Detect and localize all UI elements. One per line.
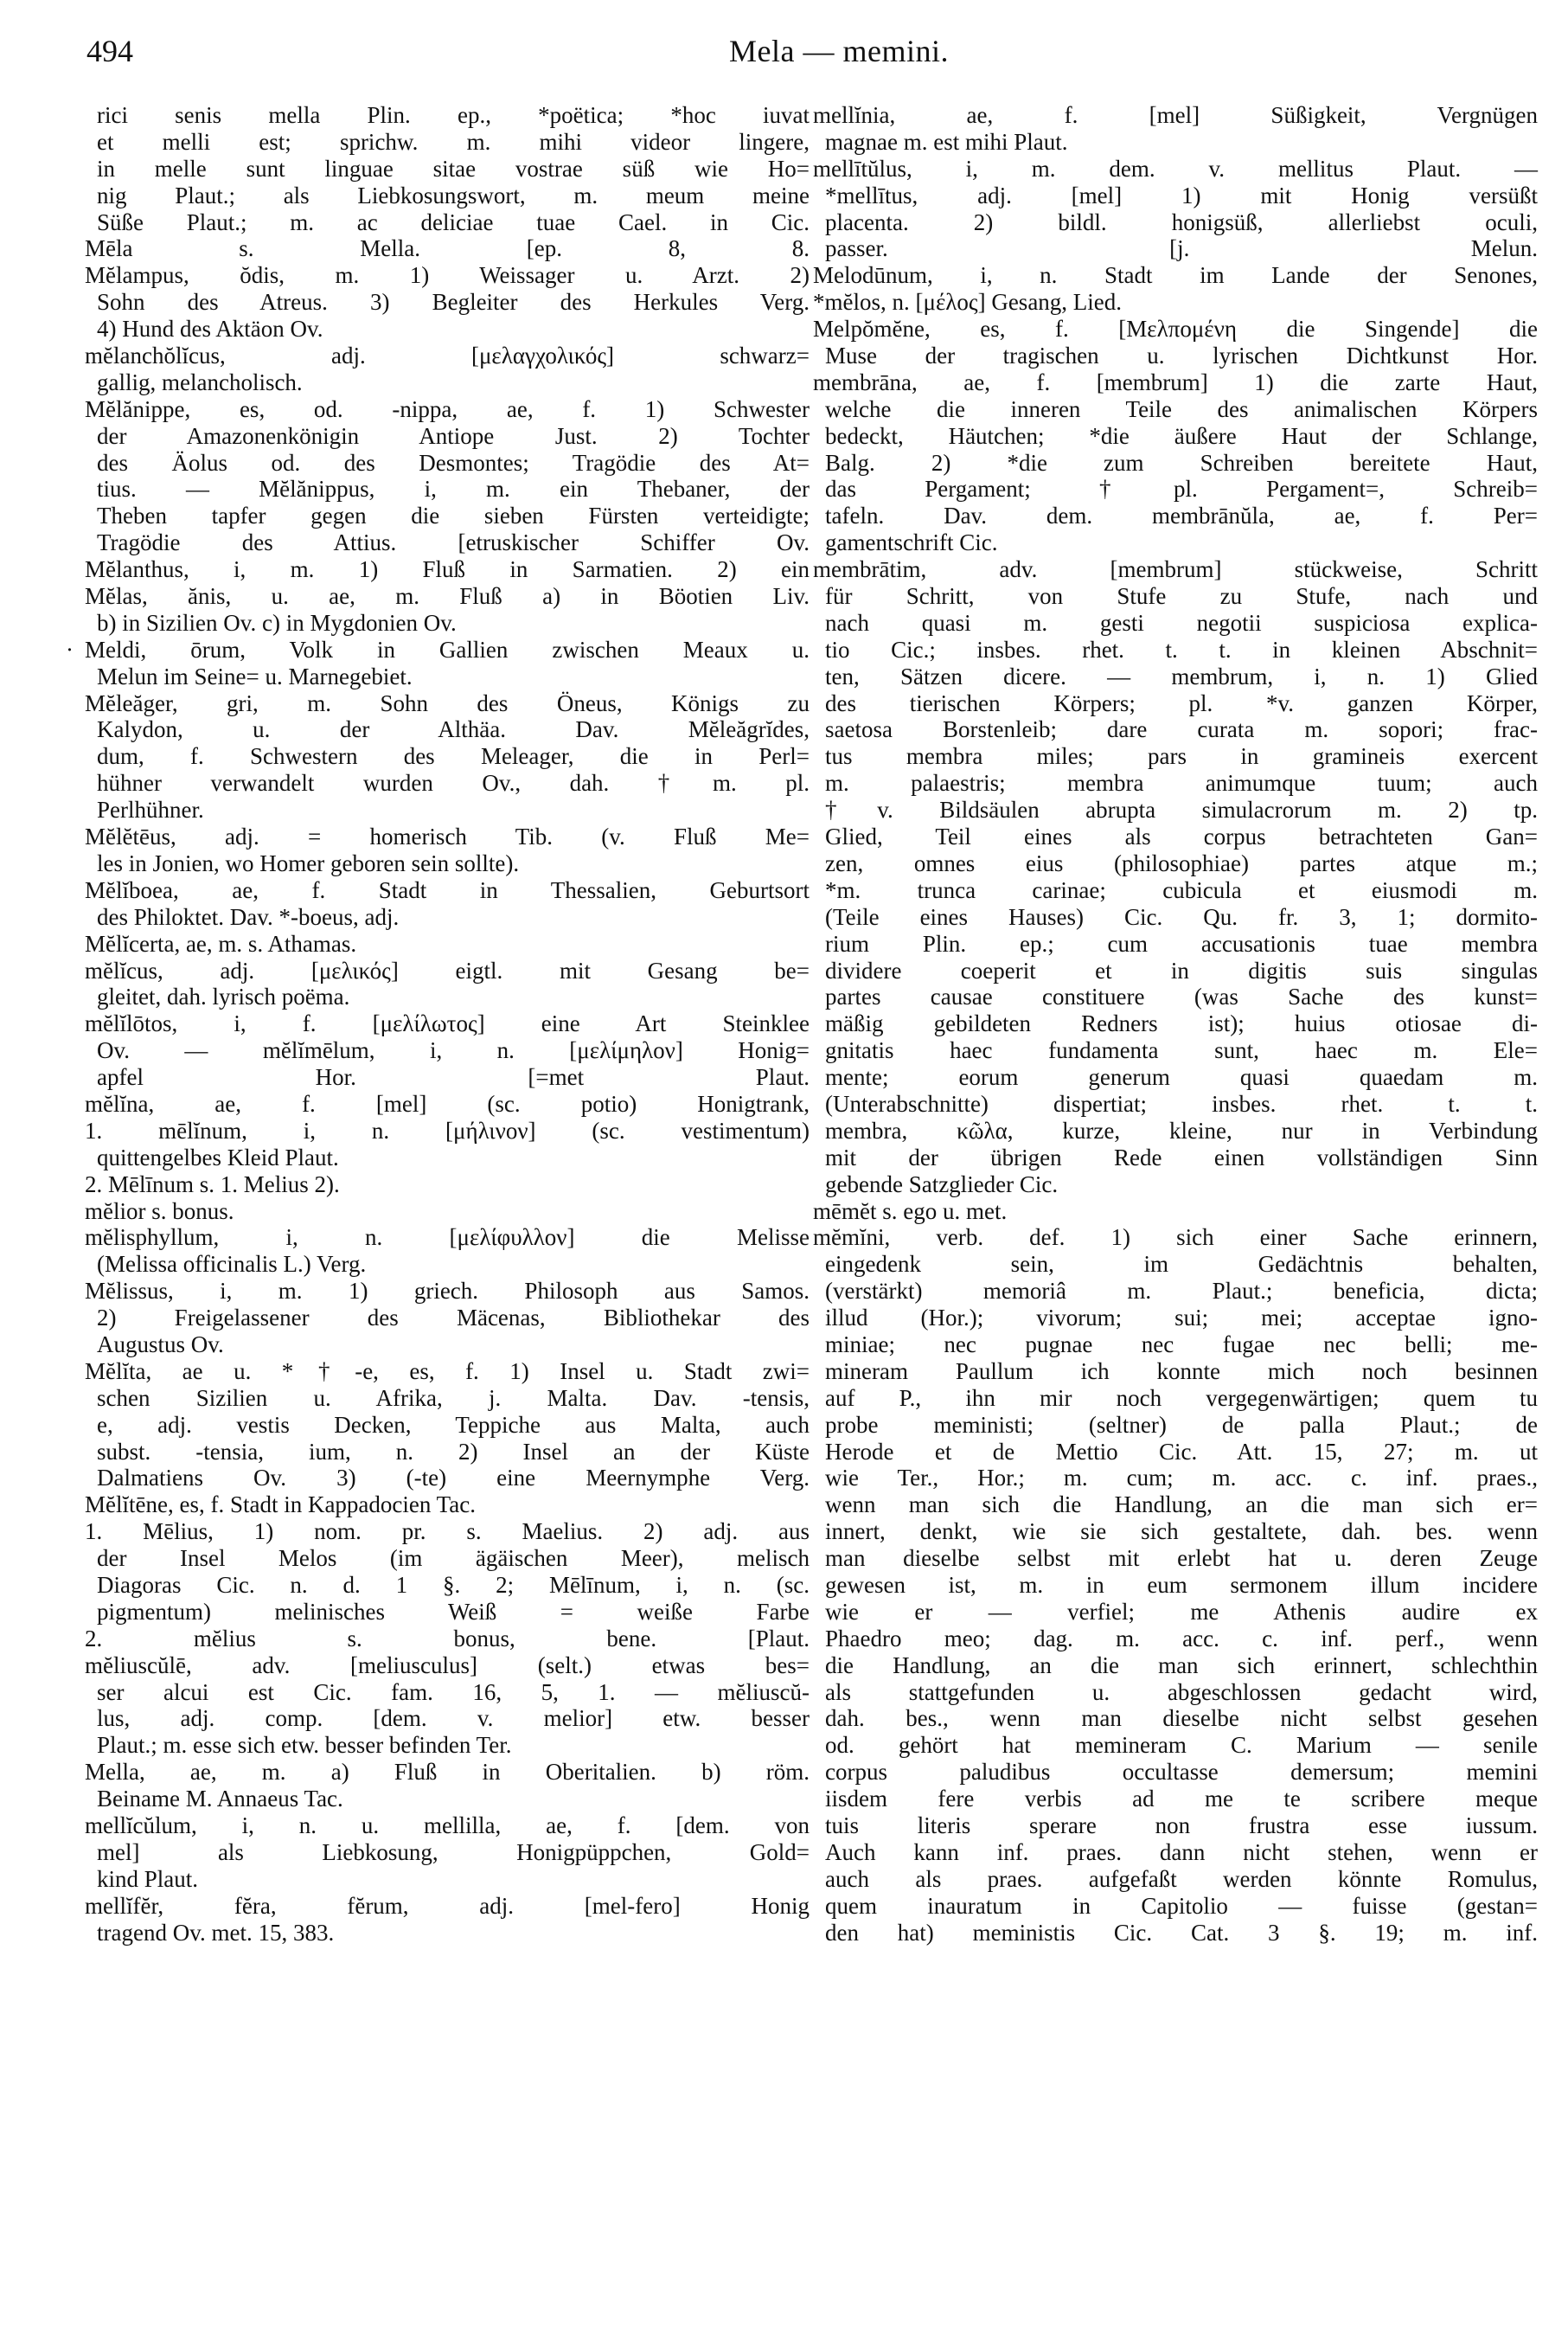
entry-continuation-line: des Äolus od. des Desmontes; Tragödie des At= bbox=[97, 449, 810, 476]
entry-continuation-line: rium Plin. ep.; cum accusationis tuae membra bbox=[825, 930, 1538, 957]
entry-continuation-line: od. gehört hat memineram C. Marium — senile bbox=[825, 1732, 1538, 1759]
entry-continuation-line: hühner verwandelt wurden Ov., dah. †m. pl. bbox=[97, 770, 810, 797]
entry-continuation-line: auf P., ihn mir noch vergegenwärtigen; quem tu bbox=[825, 1384, 1538, 1411]
entry-headword-line: Melpŏmĕne, es, f. [Μελπομένη die Singende] die bbox=[813, 316, 1538, 343]
entry-continuation-line: 4) Hund des Aktäon Ov. bbox=[97, 316, 323, 343]
entry-continuation-line: eingedenk sein, im Gedächtnis behalten, bbox=[825, 1251, 1538, 1278]
entry-headword-line: Mĕlĭtēne, es, f. Stadt in Kappadocien Tac. bbox=[85, 1491, 476, 1518]
entry-headword-line: Mĕlănippe, es, od. -nippa, ae, f. 1) Schwester bbox=[85, 395, 810, 422]
entry-continuation-line: quittengelbes Kleid Plaut. bbox=[97, 1144, 339, 1170]
entry-continuation-line: gamentschrift Cic. bbox=[825, 529, 998, 556]
entry-headword-line: membrāna, ae, f. [membrum] 1) die zarte Haut, bbox=[813, 369, 1538, 395]
entry-continuation-line: schen Sizilien u. Afrika, j. Malta. Dav. -tensis, bbox=[97, 1384, 810, 1411]
entry-continuation-line: pigmentum) melinisches Weiß = weiße Farbe bbox=[97, 1598, 810, 1625]
entry-continuation-line: Plaut.; m. esse sich etw. besser befinden Ter. bbox=[97, 1732, 512, 1759]
entry-continuation-line: Perlhühner. bbox=[97, 797, 204, 824]
entry-continuation-line: partes causae constituere (was Sache des kunst= bbox=[825, 984, 1538, 1010]
right-column bbox=[813, 102, 1538, 1946]
entry-continuation-line: corpus paludibus occultasse demersum; memini bbox=[825, 1759, 1538, 1786]
entry-headword-line: Mĕlissus, i, m. 1) griech. Philosoph aus Samos. bbox=[85, 1278, 810, 1305]
entry-continuation-line: Süße Plaut.; m. ac deliciae tuae Cael. in Cic. bbox=[97, 208, 810, 235]
entry-headword-line: Melodūnum, i, n. Stadt im Lande der Senones, bbox=[813, 262, 1538, 289]
entry-continuation-line: rici senis mella Plin. ep., *poëtica; *hoc iuvat bbox=[97, 102, 810, 128]
entry-continuation-line: die Handlung, an die man sich erinnert, schlechthin bbox=[825, 1651, 1538, 1678]
entry-continuation-line: Balg. 2) *die zum Schreiben bereitete Haut, bbox=[825, 449, 1538, 476]
entry-continuation-line: *m. trunca carinae; cubicula et eiusmodi m. bbox=[825, 876, 1538, 903]
entry-continuation-line: e, adj. vestis Decken, Teppiche aus Malta, auch bbox=[97, 1411, 810, 1438]
entry-headword-line: mĕlĭlōtos, i, f. [μελίλωτος] eine Art Steinklee bbox=[85, 1010, 810, 1037]
entry-continuation-line: magnae m. est mihi Plaut. bbox=[825, 128, 1068, 155]
entry-continuation-line: zen, omnes eius (philosophiae) partes atque m.; bbox=[825, 850, 1538, 876]
entry-continuation-line: mel] als Liebkosung, Honigpüppchen, Gold= bbox=[97, 1838, 810, 1865]
entry-headword-line: 1. Mēlius, 1) nom. pr. s. Maelius. 2) adj. aus bbox=[85, 1518, 810, 1545]
entry-continuation-line: tragend Ov. met. 15, 383. bbox=[97, 1919, 335, 1946]
entry-headword-line: mĕliuscŭlē, adv. [meliusculus] (selt.) etwas bes= bbox=[85, 1651, 810, 1678]
entry-continuation-line: nach quasi m. gesti negotii suspiciosa explica- bbox=[825, 609, 1538, 636]
entry-continuation-line: Phaedro meo; dag. m. acc. c. inf. perf., wenn bbox=[825, 1625, 1538, 1651]
entry-continuation-line: mit der übrigen Rede einen vollständigen Sinn bbox=[825, 1144, 1538, 1170]
running-head: Mela — memini. bbox=[729, 34, 949, 68]
entry-continuation-line: kind Plaut. bbox=[97, 1865, 199, 1892]
entry-continuation-line: lus, adj. comp. [dem. v. melior] etw. besser bbox=[97, 1705, 810, 1732]
entry-headword-line: Mĕlĭboea, ae, f. Stadt in Thessalien, Geburtsort bbox=[85, 876, 810, 903]
entry-continuation-line: Ov. — mĕlĭmēlum, i, n. [μελίμηλον] Honig= bbox=[97, 1037, 810, 1064]
entry-continuation-line: der Insel Melos (im ägäischen Meer), melisch bbox=[97, 1545, 810, 1572]
entry-continuation-line: innert, denkt, wie sie sich gestaltete, dah. bes. wenn bbox=[825, 1518, 1538, 1545]
entry-headword-line: 1. mēlĭnum, i, n. [μήλινον] (sc. vestimentum) bbox=[85, 1117, 810, 1144]
entry-continuation-line: in melle sunt linguae sitae vostrae süß wie Ho= bbox=[97, 155, 810, 182]
entry-continuation-line: des Philoktet. Dav. *-boeus, adj. bbox=[97, 903, 400, 930]
entry-continuation-line: ten, Sätzen dicere. — membrum, i, n. 1) Glied bbox=[825, 663, 1538, 689]
entry-headword-line: mĕlisphyllum, i, n. [μελίφυλλον] die Melisse bbox=[85, 1224, 810, 1251]
entry-continuation-line: dah. bes., wenn man dieselbe nicht selbst gesehen bbox=[825, 1705, 1538, 1732]
entry-continuation-line: †v. Bildsäulen abrupta simulacrorum m. 2) tp. bbox=[825, 797, 1538, 824]
entry-continuation-line: als stattgefunden u. abgeschlossen gedacht wird, bbox=[825, 1678, 1538, 1705]
entry-continuation-line: Beiname M. Annaeus Tac. bbox=[97, 1786, 343, 1812]
entry-continuation-line: Augustus Ov. bbox=[97, 1331, 224, 1357]
entry-continuation-line: (Melissa officinalis L.) Verg. bbox=[97, 1251, 367, 1278]
page-header bbox=[86, 26, 1470, 78]
entry-continuation-line: et melli est; sprichw. m. mihi videor lingere, bbox=[97, 128, 810, 155]
entry-continuation-line: probe meministi; (seltner) de palla Plaut.; de bbox=[825, 1411, 1538, 1438]
entry-headword-line: mellĭcŭlum, i, n. u. mellilla, ae, f. [dem. von bbox=[85, 1812, 810, 1838]
entry-continuation-line: für Schritt, von Stufe zu Stufe, nach und bbox=[825, 583, 1538, 610]
entry-continuation-line: gewesen ist, m. in eum sermonem illum incidere bbox=[825, 1571, 1538, 1598]
entry-continuation-line: Theben tapfer gegen die sieben Fürsten verteidigte; bbox=[97, 503, 810, 529]
entry-headword-line: Mella, ae, m. a) Fluß in Oberitalien. b) röm. bbox=[85, 1759, 810, 1786]
entry-headword-line: mellītŭlus, i, m. dem. v. mellitus Plaut. — bbox=[813, 155, 1538, 182]
entry-headword-line: mellĭnia, ae, f. [mel] Süßigkeit, Vergnügen bbox=[813, 102, 1538, 128]
entry-continuation-line: dum, f. Schwestern des Meleager, die in Perl= bbox=[97, 743, 810, 770]
entry-headword-line: mĕlĭcus, adj. [μελικός] eigtl. mit Gesang be= bbox=[85, 957, 810, 984]
entry-continuation-line: illud (Hor.); vivorum; sui; mei; acceptae igno- bbox=[825, 1305, 1538, 1331]
entry-continuation-line: iisdem fere verbis ad me te scribere meque bbox=[825, 1786, 1538, 1812]
entry-continuation-line: mineram Paullum ich konnte mich noch besinnen bbox=[825, 1357, 1538, 1384]
entry-continuation-line: Tragödie des Attius. [etruskischer Schiffer Ov. bbox=[97, 529, 810, 556]
entry-continuation-line: tus membra miles; pars in gramineis exercent bbox=[825, 743, 1538, 770]
entry-continuation-line: miniae; nec pugnae nec fugae nec belli; me- bbox=[825, 1331, 1538, 1357]
entry-continuation-line: (Teile eines Hauses) Cic. Qu. fr. 3, 1; dormito- bbox=[825, 903, 1538, 930]
entry-continuation-line: des tierischen Körpers; pl. *v. ganzen Körper, bbox=[825, 689, 1538, 716]
entry-continuation-line: tafeln. Dav. dem. membrānŭla, ae, f. Per= bbox=[825, 503, 1538, 529]
entry-continuation-line: bedeckt, Häutchen; *die äußere Haut der Schlange, bbox=[825, 422, 1538, 449]
entry-continuation-line: Melun im Seine= u. Marnegebiet. bbox=[97, 663, 413, 689]
entry-continuation-line: wie Ter., Hor.; m. cum; m. acc. c. inf. praes., bbox=[825, 1465, 1538, 1491]
entry-continuation-line: gnitatis haec fundamenta sunt, haec m. Ele= bbox=[825, 1037, 1538, 1064]
entry-continuation-line: Auch kann inf. praes. dann nicht stehen, wenn er bbox=[825, 1838, 1538, 1865]
entry-continuation-line: Kalydon, u. der Althäa. Dav. Mĕleăgrĭdes, bbox=[97, 716, 810, 743]
entry-continuation-line: gallig, melancholisch. bbox=[97, 369, 303, 395]
entry-continuation-line: wie er — verfiel; me Athenis audire ex bbox=[825, 1598, 1538, 1625]
entry-continuation-line: auch als praes. aufgefaßt werden könnte Romulus, bbox=[825, 1865, 1538, 1892]
entry-continuation-line: Glied, Teil eines als corpus betrachteten Gan= bbox=[825, 824, 1538, 850]
entry-headword-line: Mĕlampus, ŏdis, m. 1) Weissager u. Arzt. 2) bbox=[85, 262, 810, 289]
entry-continuation-line: b) in Sizilien Ov. c) in Mygdonien Ov. bbox=[97, 609, 457, 636]
entry-headword-line: mēmĕt s. ego u. met. bbox=[813, 1197, 1008, 1224]
entry-continuation-line: passer. [j. Melun. bbox=[825, 235, 1538, 262]
entry-continuation-line: nig Plaut.; als Liebkosungswort, m. meum meine bbox=[97, 182, 810, 208]
entry-continuation-line: Herode et de Mettio Cic. Att. 15, 27; m. ut bbox=[825, 1438, 1538, 1465]
entry-continuation-line: m. palaestris; membra animumque tuum; auch bbox=[825, 770, 1538, 797]
entry-headword-line: mĕlĭna, ae, f. [mel] (sc. potio) Honigtrank, bbox=[85, 1090, 810, 1117]
entry-continuation-line: membra, κῶλα, kurze, kleine, nur in Verbindung bbox=[825, 1117, 1538, 1144]
entry-continuation-line: Muse der tragischen u. lyrischen Dichtkunst Hor. bbox=[825, 343, 1538, 369]
entry-headword-line: Mĕlanthus, i, m. 1) Fluß in Sarmatien. 2) ein bbox=[85, 556, 810, 583]
entry-continuation-line: (verstärkt) memoriâ m. Plaut.; beneficia, dicta; bbox=[825, 1278, 1538, 1305]
entry-continuation-line: tio Cic.; insbes. rhet. t. t. in kleinen Abschnit= bbox=[825, 636, 1538, 663]
entry-continuation-line: les in Jonien, wo Homer geboren sein sollte). bbox=[97, 850, 520, 876]
entry-continuation-line: 2) Freigelassener des Mäcenas, Bibliothekar des bbox=[97, 1305, 810, 1331]
entry-continuation-line: gebende Satzglieder Cic. bbox=[825, 1170, 1059, 1197]
entry-headword-line: mĕlior s. bonus. bbox=[85, 1197, 234, 1224]
entry-continuation-line: Diagoras Cic. n. d. 1 §. 2; Mēlīnum, i, n. (sc. bbox=[97, 1571, 810, 1598]
entry-continuation-line: quem inauratum in Capitolio — fuisse (gestan= bbox=[825, 1892, 1538, 1919]
entry-continuation-line: ser alcui est Cic. fam. 16, 5, 1. — mĕliuscŭ- bbox=[97, 1678, 810, 1705]
entry-continuation-line: tius. — Mĕlănippus, i, m. ein Thebaner, der bbox=[97, 476, 810, 503]
entry-headword-line: Mĕlĭcerta, ae, m. s. Athamas. bbox=[85, 930, 357, 957]
entry-headword-line: membrātim, adv. [membrum] stückweise, Schritt bbox=[813, 556, 1538, 583]
page-number: 494 bbox=[86, 34, 133, 68]
left-column bbox=[85, 102, 810, 1946]
entry-continuation-line: apfel Hor. [=met Plaut. bbox=[97, 1064, 810, 1091]
entry-continuation-line: tuis literis sperare non frustra esse iussum. bbox=[825, 1812, 1538, 1838]
entry-headword-line: Mĕleăger, gri, m. Sohn des Öneus, Königs zu bbox=[85, 689, 810, 716]
entry-headword-line: Mĕlĕtēus, adj. = homerisch Tib. (v. Fluß Me= bbox=[85, 824, 810, 850]
entry-headword-line: · Meldi, ōrum, Volk in Gallien zwischen Meaux u. bbox=[85, 637, 810, 664]
entry-headword-line: mĕlanchŏlĭcus, adj. [μελαγχολικός] schwarz= bbox=[85, 343, 810, 369]
entry-continuation-line: wenn man sich die Handlung, an die man sich er= bbox=[825, 1491, 1538, 1518]
entry-continuation-line: der Amazonenkönigin Antiope Just. 2) Tochter bbox=[97, 422, 810, 449]
entry-continuation-line: subst. -tensia, ium, n. 2) Insel an der Küste bbox=[97, 1438, 810, 1465]
entry-continuation-line: saetosa Borstenleib; dare curata m. sopori; frac- bbox=[825, 716, 1538, 743]
entry-headword-line: Mēla s. Mella. [ep. 8, 8. bbox=[85, 235, 810, 262]
entry-continuation-line: das Pergament; †pl. Pergament=, Schreib= bbox=[825, 476, 1538, 503]
entry-headword-line: 2. Mēlīnum s. 1. Melius 2). bbox=[85, 1170, 340, 1197]
entry-continuation-line: welche die inneren Teile des animalischen Körpers bbox=[825, 395, 1538, 422]
entry-continuation-line: (Unterabschnitte) dispertiat; insbes. rhet. t. t. bbox=[825, 1090, 1538, 1117]
entry-continuation-line: dividere coeperit et in digitis suis singulas bbox=[825, 957, 1538, 984]
entry-continuation-line: man dieselbe selbst mit erlebt hat u. deren Zeuge bbox=[825, 1545, 1538, 1572]
entry-continuation-line: gleitet, dah. lyrisch poëma. bbox=[97, 984, 350, 1010]
entry-continuation-line: *mellītus, adj. [mel] 1) mit Honig versüßt bbox=[825, 182, 1538, 208]
entry-continuation-line: mente; eorum generum quasi quaedam m. bbox=[825, 1064, 1538, 1091]
entry-continuation-line: Sohn des Atreus. 3) Begleiter des Herkules Verg. bbox=[97, 289, 810, 316]
entry-continuation-line: placenta. 2) bildl. honigsüß, allerliebst oculi, bbox=[825, 208, 1538, 235]
entry-continuation-line: mäßig gebildeten Redners ist); huius otiosae di- bbox=[825, 1010, 1538, 1037]
entry-headword-line: *mĕlos, n. [μέλος] Gesang, Lied. bbox=[813, 289, 1123, 316]
entry-continuation-line: Dalmatiens Ov. 3) (-te) eine Meernymphe Verg. bbox=[97, 1465, 810, 1491]
entry-headword-line: 2. mĕlius s. bonus, bene. [Plaut. bbox=[85, 1625, 810, 1651]
entry-headword-line: mĕmĭni, verb. def. 1) sich einer Sache erinnern, bbox=[813, 1224, 1538, 1251]
entry-headword-line: mellĭfĕr, fĕra, fĕrum, adj. [mel-fero] Honig bbox=[85, 1892, 810, 1919]
entry-continuation-line: den hat) meministis Cic. Cat. 3 §. 19; m. inf. bbox=[825, 1919, 1538, 1946]
entry-headword-line: Mĕlĭta, ae u. *†-e, es, f. 1) Insel u. Stadt zwi= bbox=[85, 1357, 810, 1384]
entry-headword-line: Mĕlas, ănis, u. ae, m. Fluß a) in Böotien Liv. bbox=[85, 583, 810, 610]
